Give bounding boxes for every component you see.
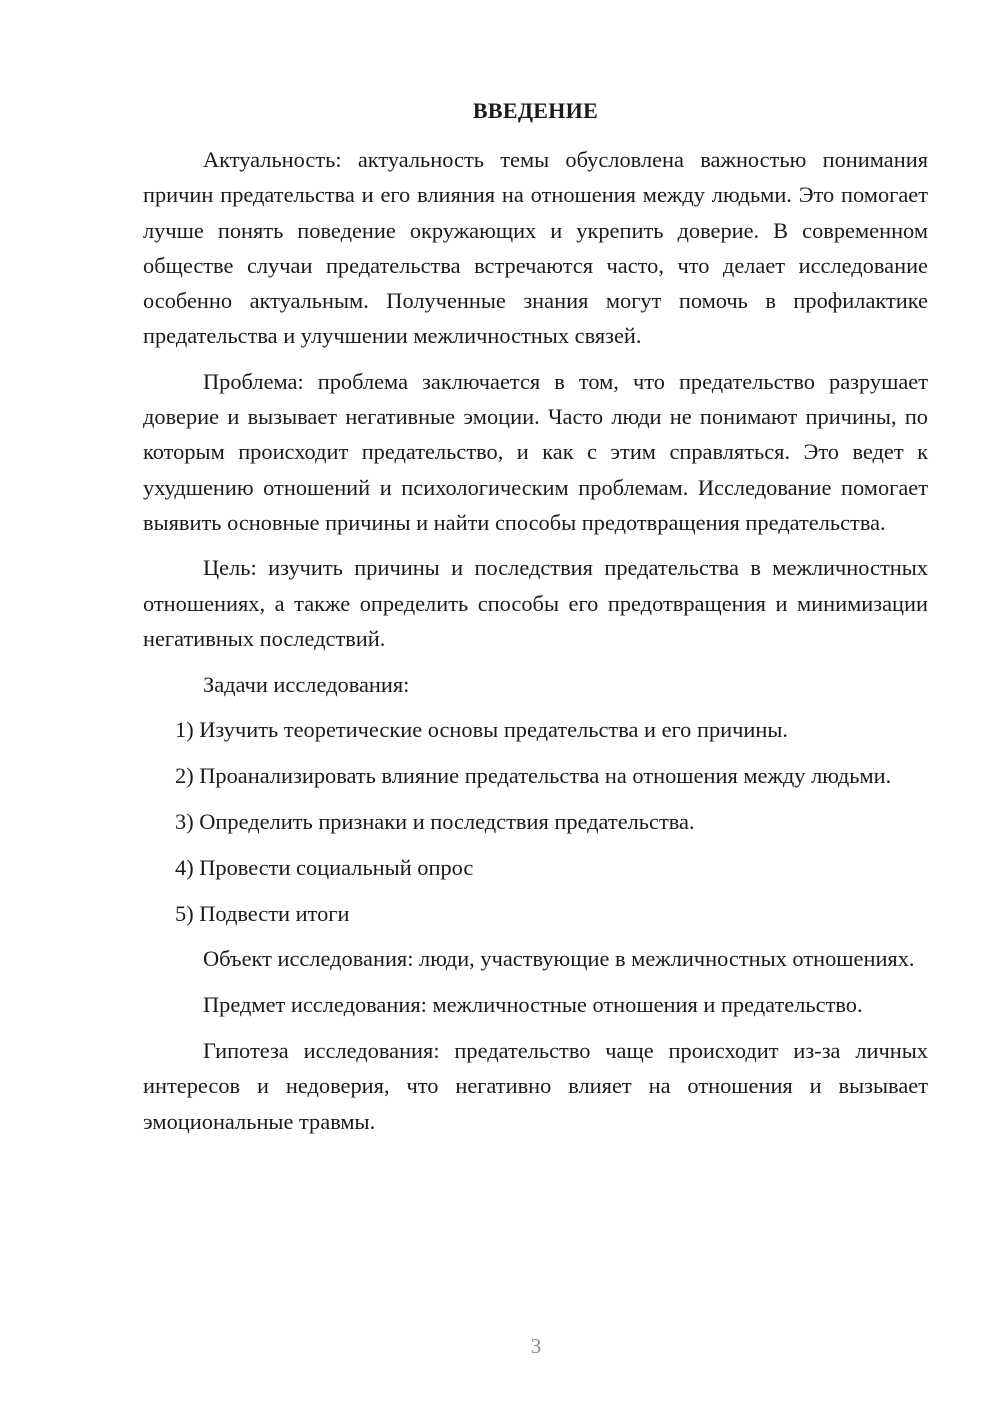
paragraph-hypothesis: Гипотеза исследования: предательство чаще происходит из-за личных интересов и недоверия, что негативно влияет на отношения и вызывает эмоциональные травмы.	[143, 1038, 928, 1134]
list-item: 4) Провести социальный опрос	[175, 854, 474, 880]
tasks-list	[143, 712, 928, 930]
list-item: 1) Изучить теоретические основы предательства и его причины.	[175, 717, 788, 743]
page-number: 3	[530, 1334, 542, 1358]
list-item: 3) Определить признаки и последствия предательства.	[175, 809, 695, 835]
list-item: 2) Проанализировать влияние предательства на отношения между людьми.	[175, 763, 892, 789]
paragraph-goal: Цель: изучить причины и последствия предательства в межличностных отношениях, а также определить способы его предотвращения и минимизации негативных последствий.	[143, 555, 928, 651]
paragraph-subject: Предмет исследования: межличностные отношения и предательство.	[203, 992, 863, 1018]
paragraph-problem: Проблема: проблема заключается в том, что предательство разрушает доверие и вызывает негативные эмоции. Часто люди не понимают причины, по которым происходит предательство, и как с этим справляться. Это ведет к ухудшению отношений и психологическим проблемам. Исследование помогает выявить основные причины и найти способы предотвращения предательства.	[143, 368, 928, 535]
section-title: ВВЕДЕНИЕ	[472, 98, 599, 123]
tasks-heading: Задачи исследования:	[203, 671, 410, 697]
paragraph-relevance: Актуальность: актуальность темы обусловлена важностью понимания причин предательства и его влияния на отношения между людьми. Это помогает лучше понять поведение окружающих и укрепить доверие. В современном обществе случаи предательства встречаются часто, что делает исследование особенно актуальным. Полученные знания могут помочь в профилактике предательства и улучшении межличностных связей.	[143, 147, 928, 349]
paragraph-object: Объект исследования: люди, участвующие в межличностных отношениях.	[203, 946, 915, 972]
list-item: 5) Подвести итоги	[175, 900, 350, 926]
document-body	[143, 142, 928, 1139]
